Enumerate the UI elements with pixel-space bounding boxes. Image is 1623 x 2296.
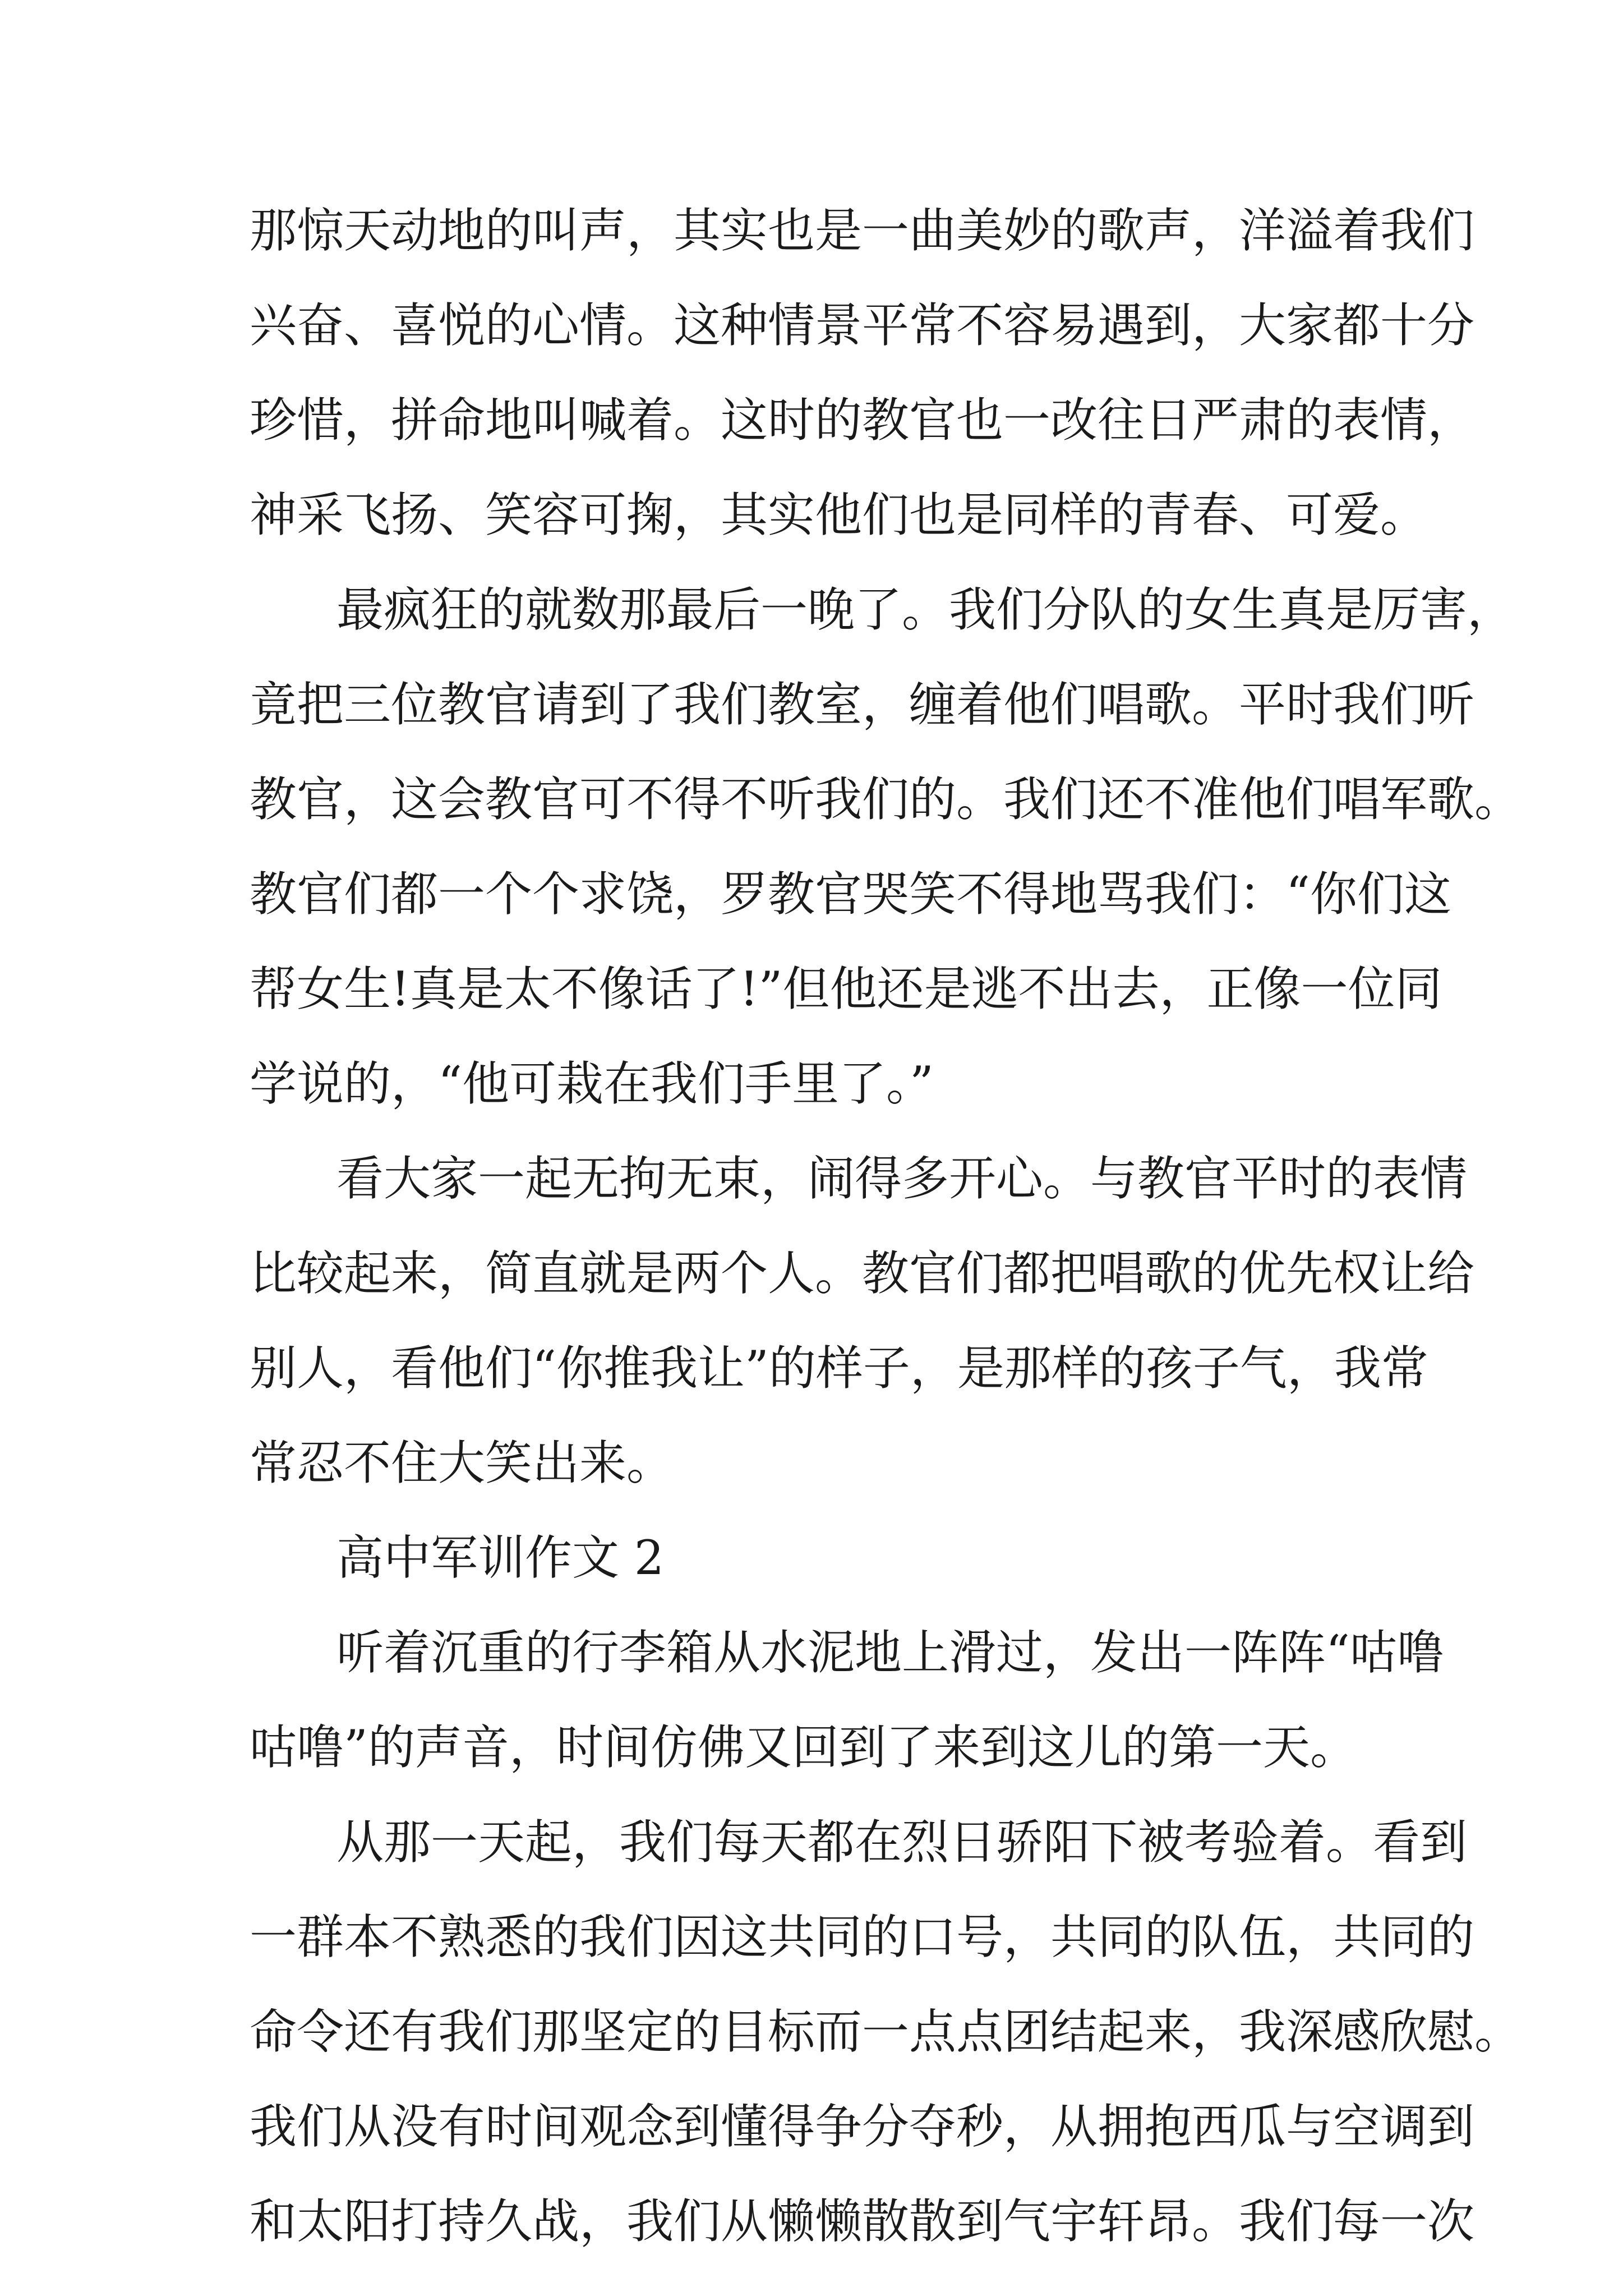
text-line: 教官们都一个个求饶，罗教官哭笑不得地骂我们：“你们这 [250, 867, 1451, 922]
text-line: 别人，看他们“你推我让”的样子，是那样的孩子气，我常 [250, 1341, 1428, 1396]
text-line: 一群本不熟悉的我们因这共同的口号，共同的队伍，共同的 [250, 1910, 1475, 1964]
text-line: 兴奋、喜悦的心情。这种情景平常不容易遇到，大家都十分 [250, 298, 1475, 353]
text-line: 我们从没有时间观念到懂得争分夺秒，从拥抱西瓜与空调到 [250, 2099, 1475, 2154]
text-line: 看大家一起无拘无束，闹得多开心。与教官平时的表情 [336, 1151, 1468, 1206]
text-line: 最疯狂的就数那最后一晚了。我们分队的女生真是厉害， [336, 582, 1515, 637]
text-line: 帮女生!真是太不像话了!”但他还是逃不出去，正像一位同 [250, 961, 1442, 1016]
section-title: 高中军训作文 2 [336, 1530, 665, 1585]
text-line: 常忍不住大笑出来。 [250, 1435, 674, 1490]
text-line: 珍惜，拼命地叫喊着。这时的教官也一改往日严肃的表情， [250, 393, 1475, 448]
text-line: 听着沉重的行李箱从水泥地上滑过，发出一阵阵“咕噜 [336, 1625, 1444, 1680]
text-line: 比较起来，简直就是两个人。教官们都把唱歌的优先权让给 [250, 1246, 1475, 1301]
text-line: 神采飞扬、笑容可掬，其实他们也是同样的青春、可爱。 [250, 487, 1428, 542]
text-line: 从那一天起，我们每天都在烈日骄阳下被考验着。看到 [336, 1815, 1468, 1870]
text-line: 学说的，“他可栽在我们手里了。” [250, 1056, 934, 1111]
text-line: 咕噜”的声音，时间仿佛又回到了来到这儿的第一天。 [250, 1720, 1357, 1775]
text-line: 竟把三位教官请到了我们教室，缠着他们唱歌。平时我们听 [250, 677, 1475, 732]
text-line: 教官，这会教官可不得不听我们的。我们还不准他们唱军歌。 [250, 772, 1522, 827]
text-line: 和太阳打持久战，我们从懒懒散散到气宇轩昂。我们每一次 [250, 2194, 1475, 2249]
text-line: 那惊天动地的叫声，其实也是一曲美妙的歌声，洋溢着我们 [250, 203, 1475, 258]
text-line: 命令还有我们那坚定的目标而一点点团结起来，我深感欣慰。 [250, 2004, 1522, 2059]
